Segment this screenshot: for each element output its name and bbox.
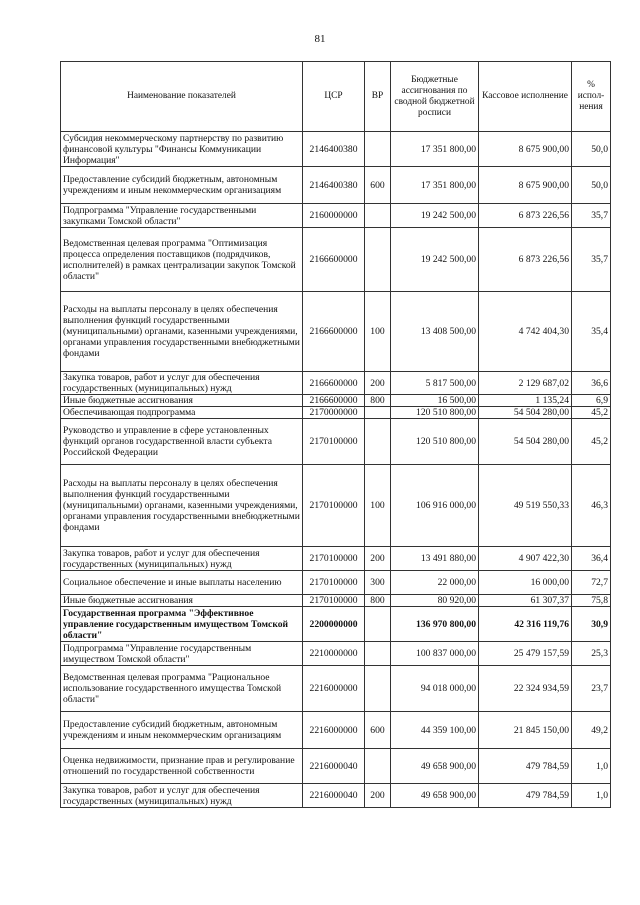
row-budget-cell: 22 000,00	[391, 571, 479, 595]
row-percent-cell: 50,0	[572, 132, 611, 167]
table-row	[61, 132, 611, 167]
row-csr-cell: 2170000000	[303, 407, 365, 419]
row-cash-cell: 54 504 280,00	[479, 407, 572, 419]
table-row	[61, 547, 611, 571]
table-row	[61, 228, 611, 292]
row-csr-cell: 2166600000	[303, 228, 365, 292]
row-csr-cell: 2170100000	[303, 419, 365, 465]
row-vr-cell	[365, 204, 391, 228]
row-name-cell: Иные бюджетные ассигнования	[61, 595, 303, 607]
row-csr-cell: 2216000000	[303, 712, 365, 749]
table-row	[61, 372, 611, 395]
row-vr-cell	[365, 132, 391, 167]
row-cash-cell: 1 135,24	[479, 395, 572, 407]
table-row	[61, 607, 611, 642]
header-csr: ЦСР	[303, 62, 365, 132]
row-percent-cell: 25,3	[572, 642, 611, 666]
row-vr-cell	[365, 666, 391, 712]
table-row	[61, 167, 611, 204]
table-row	[61, 407, 611, 419]
row-budget-cell: 17 351 800,00	[391, 167, 479, 204]
row-vr-cell: 100	[365, 292, 391, 372]
row-cash-cell: 4 907 422,30	[479, 547, 572, 571]
row-name-cell: Обеспечивающая подпрограмма	[61, 407, 303, 419]
row-name-cell: Предоставление субсидий бюджетным, автономным учреждениям и иным некоммерческим организациям	[61, 712, 303, 749]
row-name-cell: Государственная программа "Эффективное управление государственным имуществом Томской области"	[61, 607, 303, 642]
row-cash-cell: 4 742 404,30	[479, 292, 572, 372]
row-percent-cell: 35,4	[572, 292, 611, 372]
row-vr-cell	[365, 749, 391, 784]
header-name: Наименование показателей	[61, 62, 303, 132]
row-cash-cell: 479 784,59	[479, 749, 572, 784]
row-budget-cell: 5 817 500,00	[391, 372, 479, 395]
row-percent-cell: 35,7	[572, 204, 611, 228]
row-csr-cell: 2216000040	[303, 784, 365, 808]
row-percent-cell: 45,2	[572, 407, 611, 419]
header-budget: Бюджетные ассигнования по сводной бюджетной росписи	[391, 62, 479, 132]
header-percent: % испол-нения	[572, 62, 611, 132]
row-cash-cell: 8 675 900,00	[479, 167, 572, 204]
row-name-cell: Оценка недвижимости, признание прав и регулирование отношений по государственной собственности	[61, 749, 303, 784]
row-budget-cell: 49 658 900,00	[391, 784, 479, 808]
row-name-cell: Субсидия некоммерческому партнерству по развитию финансовой культуры "Финансы Коммуникации Информация"	[61, 132, 303, 167]
row-budget-cell: 16 500,00	[391, 395, 479, 407]
row-cash-cell: 16 000,00	[479, 571, 572, 595]
row-vr-cell	[365, 642, 391, 666]
row-csr-cell: 2160000000	[303, 204, 365, 228]
row-budget-cell: 120 510 800,00	[391, 407, 479, 419]
row-name-cell: Расходы на выплаты персоналу в целях обеспечения выполнения функций государственными (муниципальными) органами, казенными учреждениями, органами управления государственными внебюджетными фондами	[61, 465, 303, 547]
row-cash-cell: 21 845 150,00	[479, 712, 572, 749]
table-row	[61, 419, 611, 465]
row-budget-cell: 100 837 000,00	[391, 642, 479, 666]
row-name-cell: Предоставление субсидий бюджетным, автономным учреждениям и иным некоммерческим организациям	[61, 167, 303, 204]
row-csr-cell: 2200000000	[303, 607, 365, 642]
row-cash-cell: 8 675 900,00	[479, 132, 572, 167]
table-row	[61, 784, 611, 808]
row-cash-cell: 6 873 226,56	[479, 228, 572, 292]
table-row	[61, 204, 611, 228]
row-vr-cell: 800	[365, 595, 391, 607]
table-row	[61, 465, 611, 547]
row-cash-cell: 479 784,59	[479, 784, 572, 808]
row-budget-cell: 17 351 800,00	[391, 132, 479, 167]
row-percent-cell: 75,8	[572, 595, 611, 607]
row-cash-cell: 49 519 550,33	[479, 465, 572, 547]
row-name-cell: Закупка товаров, работ и услуг для обеспечения государственных (муниципальных) нужд	[61, 547, 303, 571]
row-cash-cell: 61 307,37	[479, 595, 572, 607]
row-name-cell: Руководство и управление в сфере установленных функций органов государственной власти субъекта Российской Федерации	[61, 419, 303, 465]
row-name-cell: Закупка товаров, работ и услуг для обеспечения государственных (муниципальных) нужд	[61, 372, 303, 395]
row-percent-cell: 36,6	[572, 372, 611, 395]
table-row	[61, 395, 611, 407]
row-budget-cell: 106 916 000,00	[391, 465, 479, 547]
row-vr-cell	[365, 407, 391, 419]
row-percent-cell: 72,7	[572, 571, 611, 595]
row-vr-cell: 300	[365, 571, 391, 595]
row-name-cell: Социальное обеспечение и иные выплаты населению	[61, 571, 303, 595]
row-csr-cell: 2170100000	[303, 571, 365, 595]
row-vr-cell: 800	[365, 395, 391, 407]
row-budget-cell: 136 970 800,00	[391, 607, 479, 642]
table-row	[61, 749, 611, 784]
page-number: 81	[314, 33, 326, 45]
row-percent-cell: 30,9	[572, 607, 611, 642]
row-vr-cell: 200	[365, 372, 391, 395]
row-percent-cell: 49,2	[572, 712, 611, 749]
row-csr-cell: 2170100000	[303, 465, 365, 547]
row-csr-cell: 2170100000	[303, 547, 365, 571]
row-name-cell: Ведомственная целевая программа "Рациональное использование государственного имущества Томской области"	[61, 666, 303, 712]
row-vr-cell	[365, 228, 391, 292]
header-vr: ВР	[365, 62, 391, 132]
row-cash-cell: 42 316 119,76	[479, 607, 572, 642]
row-percent-cell: 45,2	[572, 419, 611, 465]
row-budget-cell: 94 018 000,00	[391, 666, 479, 712]
row-percent-cell: 6,9	[572, 395, 611, 407]
row-budget-cell: 13 408 500,00	[391, 292, 479, 372]
row-budget-cell: 49 658 900,00	[391, 749, 479, 784]
row-name-cell: Закупка товаров, работ и услуг для обеспечения государственных (муниципальных) нужд	[61, 784, 303, 808]
row-cash-cell: 2 129 687,02	[479, 372, 572, 395]
row-percent-cell: 50,0	[572, 167, 611, 204]
row-budget-cell: 120 510 800,00	[391, 419, 479, 465]
row-percent-cell: 36,4	[572, 547, 611, 571]
table-row	[61, 642, 611, 666]
row-name-cell: Подпрограмма "Управление государственными закупками Томской области"	[61, 204, 303, 228]
row-budget-cell: 19 242 500,00	[391, 204, 479, 228]
row-vr-cell: 200	[365, 547, 391, 571]
row-cash-cell: 25 479 157,59	[479, 642, 572, 666]
row-csr-cell: 2170100000	[303, 595, 365, 607]
row-name-cell: Расходы на выплаты персоналу в целях обеспечения выполнения функций государственными (муниципальными) органами, казенными учреждениями, органами управления государственными внебюджетными фондами	[61, 292, 303, 372]
row-vr-cell: 200	[365, 784, 391, 808]
row-cash-cell: 6 873 226,56	[479, 204, 572, 228]
row-csr-cell: 2210000000	[303, 642, 365, 666]
row-csr-cell: 2216000040	[303, 749, 365, 784]
row-csr-cell: 2216000000	[303, 666, 365, 712]
row-vr-cell	[365, 607, 391, 642]
table-row	[61, 712, 611, 749]
row-percent-cell: 35,7	[572, 228, 611, 292]
row-percent-cell: 1,0	[572, 784, 611, 808]
row-vr-cell: 600	[365, 712, 391, 749]
row-vr-cell: 600	[365, 167, 391, 204]
row-name-cell: Иные бюджетные ассигнования	[61, 395, 303, 407]
row-cash-cell: 22 324 934,59	[479, 666, 572, 712]
row-percent-cell: 23,7	[572, 666, 611, 712]
row-budget-cell: 13 491 880,00	[391, 547, 479, 571]
row-csr-cell: 2146400380	[303, 167, 365, 204]
table-row	[61, 571, 611, 595]
header-cash: Кассовое исполнение	[479, 62, 572, 132]
row-name-cell: Ведомственная целевая программа "Оптимизация процесса определения поставщиков (подрядчиков, исполнителей) в рамках централизации закупок Томской области"	[61, 228, 303, 292]
table-row	[61, 666, 611, 712]
row-budget-cell: 44 359 100,00	[391, 712, 479, 749]
row-vr-cell: 100	[365, 465, 391, 547]
table-row	[61, 595, 611, 607]
table-header-row	[61, 62, 611, 132]
row-csr-cell: 2166600000	[303, 292, 365, 372]
row-name-cell: Подпрограмма "Управление государственным имуществом Томской области"	[61, 642, 303, 666]
row-percent-cell: 46,3	[572, 465, 611, 547]
row-percent-cell: 1,0	[572, 749, 611, 784]
row-csr-cell: 2146400380	[303, 132, 365, 167]
budget-execution-table	[60, 61, 611, 808]
row-budget-cell: 19 242 500,00	[391, 228, 479, 292]
row-cash-cell: 54 504 280,00	[479, 419, 572, 465]
row-csr-cell: 2166600000	[303, 372, 365, 395]
row-vr-cell	[365, 419, 391, 465]
table-row	[61, 292, 611, 372]
row-csr-cell: 2166600000	[303, 395, 365, 407]
row-budget-cell: 80 920,00	[391, 595, 479, 607]
